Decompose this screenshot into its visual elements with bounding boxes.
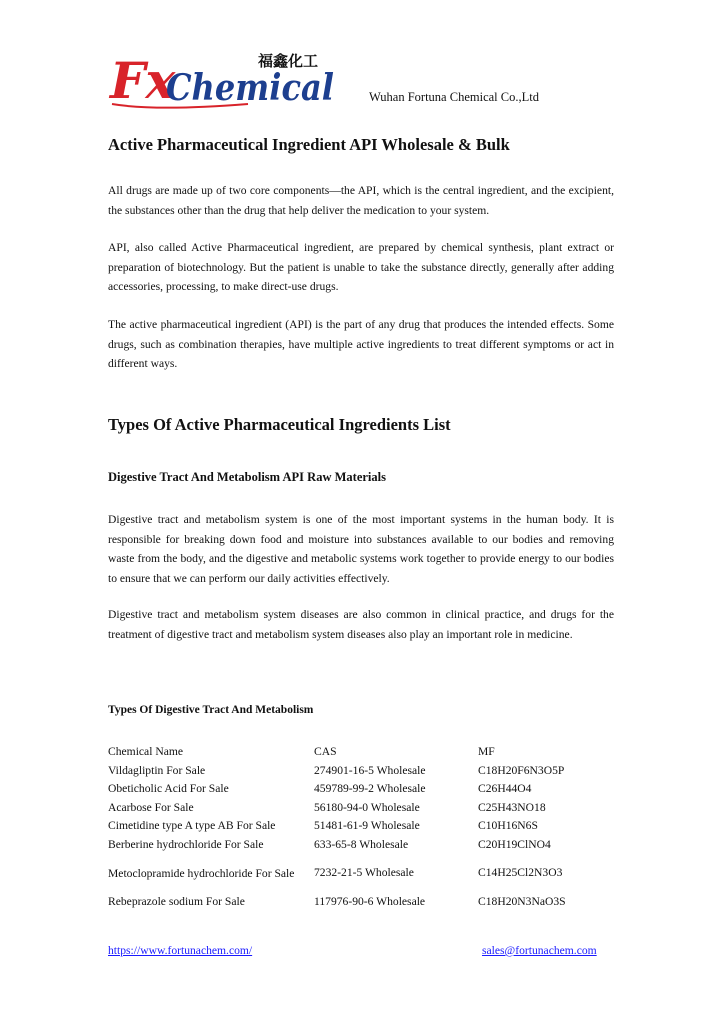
header-chemical-name: Chemical Name: [108, 745, 184, 758]
cell-mf: C14H25Cl2N3O3: [478, 866, 563, 880]
cell-mf: C18H20N3NaO3S: [478, 894, 566, 908]
logo-initials: Fx: [110, 51, 176, 110]
table-row: [108, 893, 618, 912]
table-row: [108, 836, 618, 855]
table-row: [108, 855, 618, 893]
cell-chemical-name: Acarbose For Sale: [108, 800, 194, 814]
cell-chemical-name: Cimetidine type A type AB For Sale: [108, 819, 276, 833]
table-title: Types Of Digestive Tract And Metabolism: [108, 704, 314, 716]
cell-chemical-name: Obeticholic Acid For Sale: [108, 782, 229, 796]
cell-chemical-name: Berberine hydrochloride For Sale: [108, 837, 264, 851]
cell-chemical-name: Rebeprazole sodium For Sale: [108, 894, 245, 908]
cell-chemical-name: Vildagliptin For Sale: [108, 763, 206, 777]
cell-cas: 459789-99-2 Wholesale: [314, 782, 426, 796]
table-row: [108, 762, 618, 781]
company-name: Wuhan Fortuna Chemical Co.,Ltd: [369, 90, 539, 104]
cell-mf: C18H20F6N3O5P: [478, 763, 565, 777]
body-paragraph: Digestive tract and metabolism system is one of the most important systems in the human body. It is responsible for breaking down food and moisture into substances available to our bodies and removing waste from the body, and the digestive and metabolic systems work together to provide energy to our bodies to ensure that we can perform our daily activities effectively.: [108, 513, 614, 585]
cell-mf: C26H44O4: [478, 782, 532, 796]
logo-word: Chemical: [166, 67, 334, 109]
chemicals-table: [108, 743, 618, 911]
company-logo: [108, 44, 340, 112]
table-row: [108, 817, 618, 836]
cell-chemical-name: Metoclopramide hydrochloride For Sale: [108, 867, 295, 881]
table-header-row: [108, 743, 618, 762]
cell-cas: 51481-61-9 Wholesale: [314, 819, 420, 833]
body-paragraph: Digestive tract and metabolism system diseases are also common in clinical practice, and drugs for the treatment of digestive tract and metabolism system diseases also play an important role in medicine.: [108, 608, 614, 641]
header-mf: MF: [478, 745, 495, 758]
table-row: [108, 799, 618, 818]
header-cas: CAS: [314, 745, 337, 758]
page-title: Active Pharmaceutical Ingredient API Wholesale & Bulk: [108, 135, 510, 154]
email-link[interactable]: sales@fortunachem.com: [482, 944, 597, 957]
cell-mf: C10H16N6S: [478, 819, 538, 833]
cell-mf: C25H43NO18: [478, 800, 546, 814]
cell-cas: 56180-94-0 Wholesale: [314, 800, 420, 814]
website-link[interactable]: https://www.fortunachem.com/: [108, 944, 253, 957]
cell-cas: 7232-21-5 Wholesale: [314, 866, 414, 880]
logo-chinese: 福鑫化工: [258, 52, 319, 70]
intro-paragraph: API, also called Active Pharmaceutical ingredient, are prepared by chemical synthesis, plant extract or preparation of biotechnology. But the patient is unable to take the substance directly, generally after adding accessories, processing, to make direct-use drugs.: [108, 241, 614, 293]
table-row: [108, 780, 618, 799]
cell-cas: 633-65-8 Wholesale: [314, 837, 409, 851]
subsection-title: Digestive Tract And Metabolism API Raw Materials: [108, 470, 386, 484]
cell-mf: C20H19ClNO4: [478, 837, 551, 851]
intro-paragraph: The active pharmaceutical ingredient (API) is the part of any drug that produces the intended effects. Some drugs, such as combination therapies, have multiple active ingredients to treat different symptoms or act in different ways.: [108, 318, 614, 370]
cell-cas: 117976-90-6 Wholesale: [314, 894, 426, 908]
intro-paragraph: All drugs are made up of two core components—the API, which is the central ingredient, and the excipient, the substances other than the drug that help deliver the medication to your system.: [108, 184, 614, 217]
cell-cas: 274901-16-5 Wholesale: [314, 763, 426, 777]
section-title: Types Of Active Pharmaceutical Ingredients List: [108, 415, 451, 434]
